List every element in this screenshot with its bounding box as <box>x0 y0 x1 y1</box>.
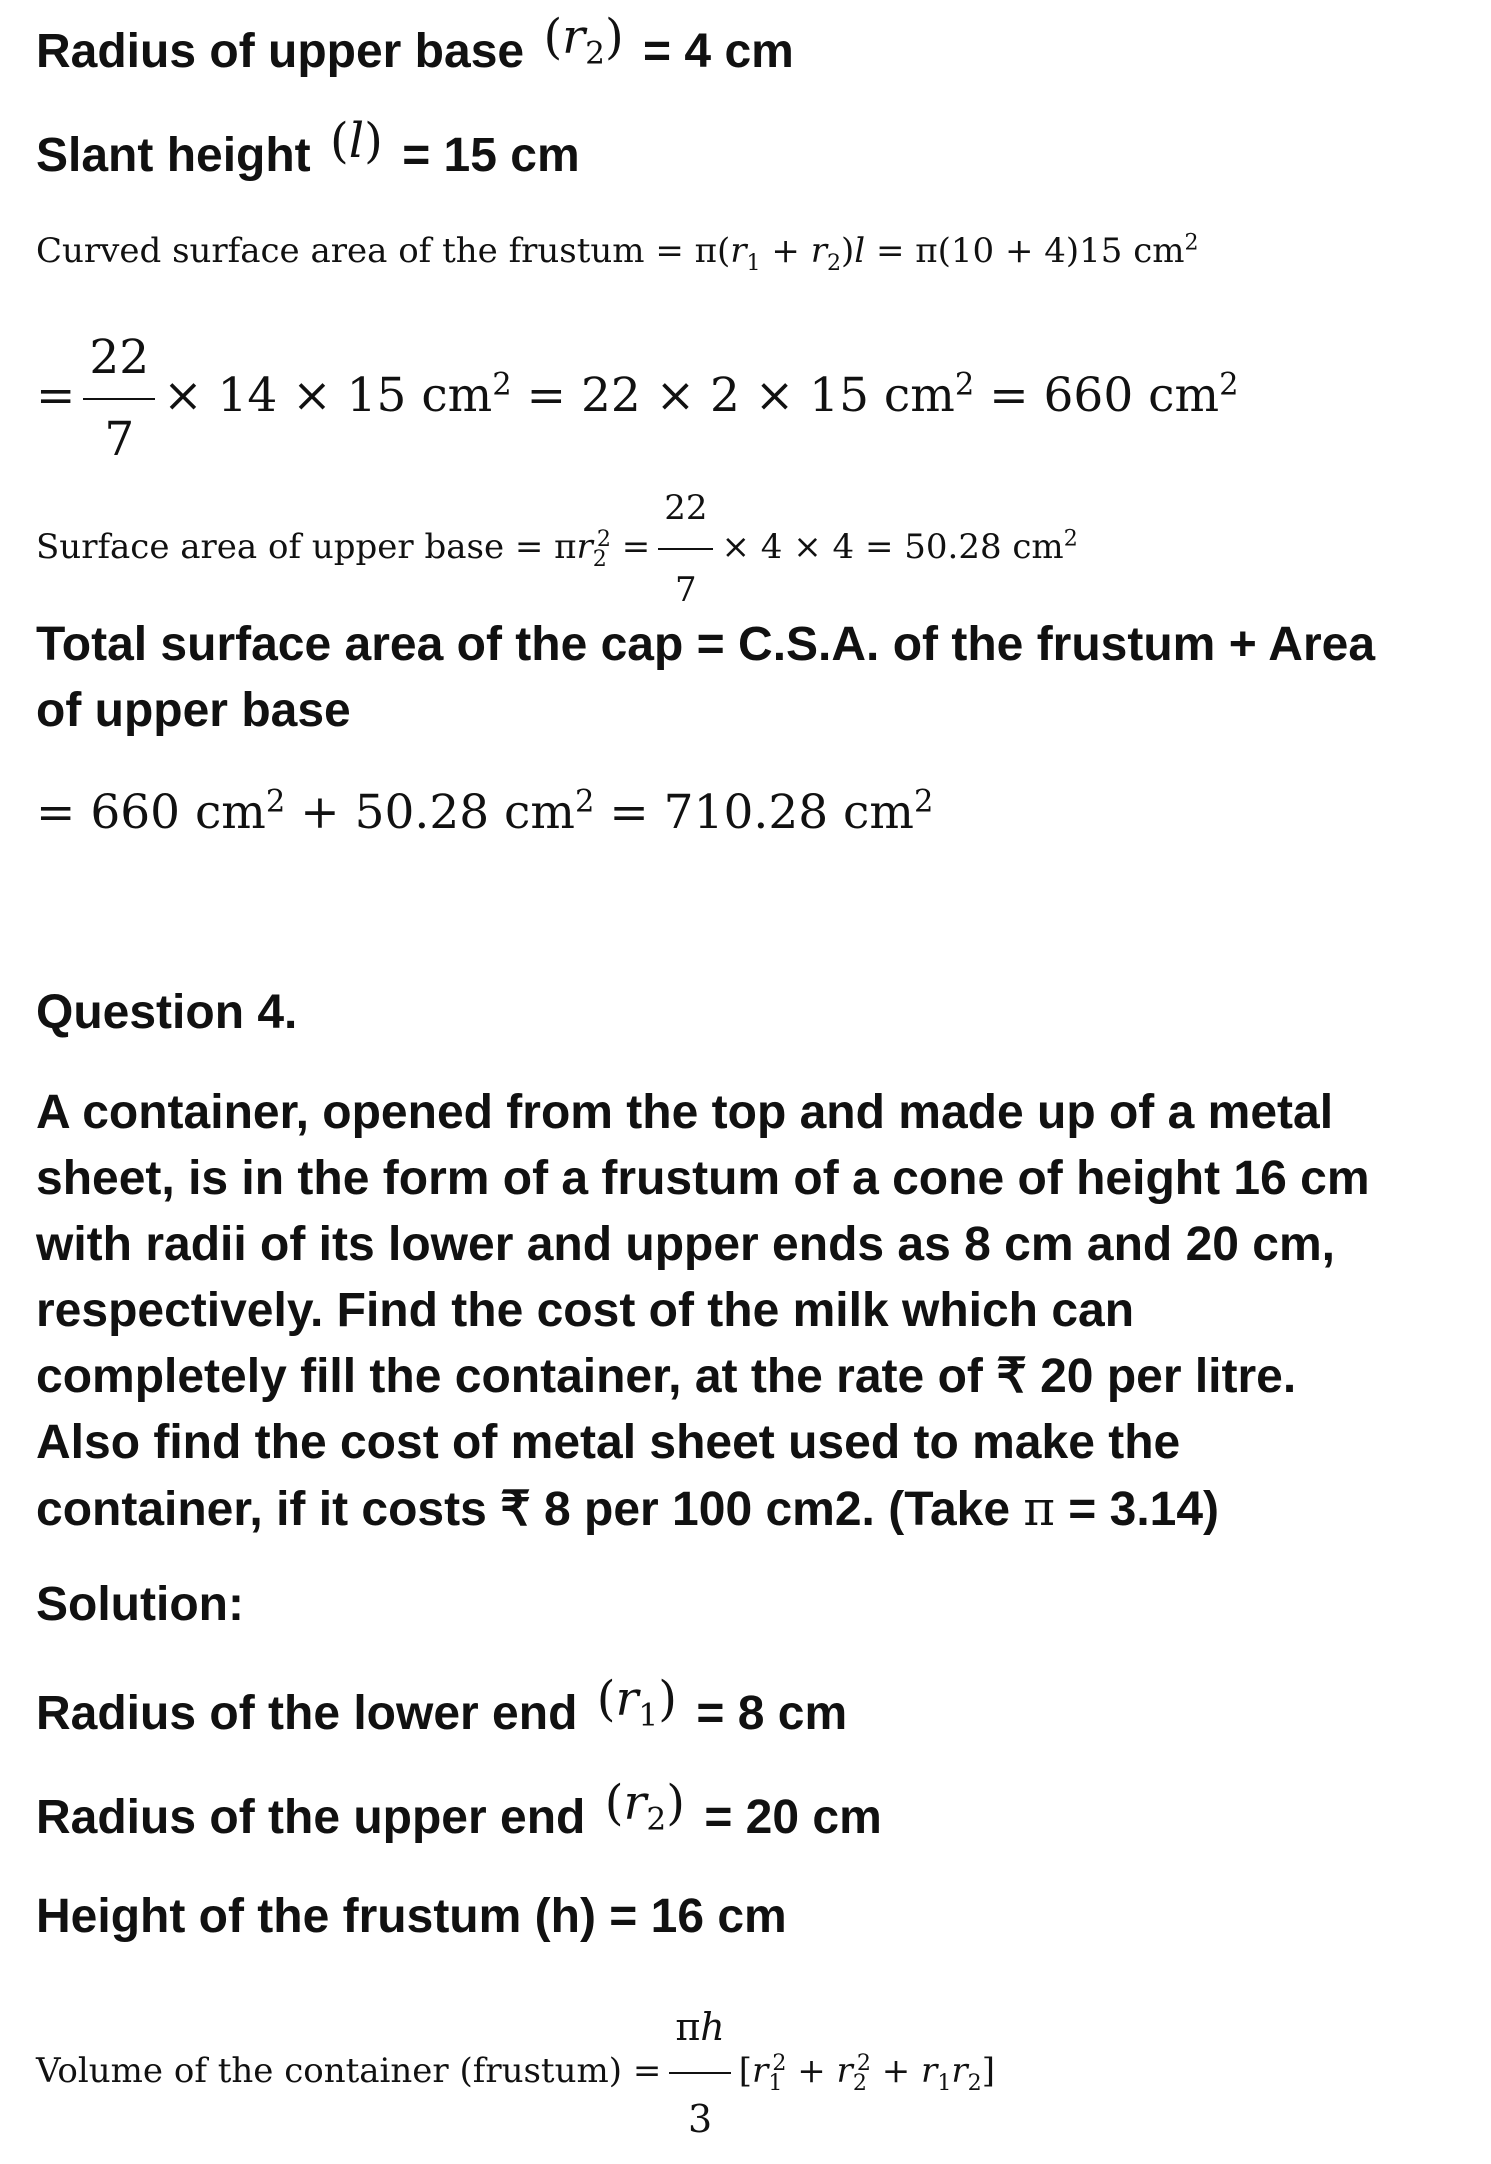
upper-base-radius-value: = 4 cm <box>643 25 794 78</box>
upper-base-area-line: Surface area of upper base = $\pi r_2^2$ = $\frac{22}{7}$ × 4 × 4 = 50.28 $cm^2$ <box>36 468 1078 630</box>
fraction-22-7-small: $\frac{22}{7}$ <box>658 468 713 630</box>
csa-calc-mid: = 22 × 2 × 15 cm <box>526 368 955 423</box>
upper-end-radius-line <box>36 1775 882 1851</box>
csa-calculation-line: = $\frac{22}{7}$ × 14 × 15 $cm^2 = 22 \times 2 \times 15$ $cm^2 = 660$ $cm^2$ <box>36 318 1239 480</box>
r2-symbol: $(r_2)$ <box>543 9 624 72</box>
question-line-5: completely fill the container, at the rate of ₹ 20 per litre. <box>36 1350 1297 1403</box>
question-line-2: sheet, is in the form of a frustum of a cone of height 16 cm <box>36 1152 1370 1205</box>
upper-base-area-label: Surface area of upper base <box>36 527 505 567</box>
question-line-7-text: container, if it costs ₹ 8 per 100 cm2. (Take <box>36 1483 1024 1536</box>
fraction-22-7: $\frac{22}{7}$ <box>83 318 155 480</box>
csa-label: Curved surface area of the frustum <box>36 231 645 271</box>
lower-end-radius-line <box>36 1671 848 1747</box>
solution-heading: Solution: <box>36 1578 244 1631</box>
question-pi-value: = 3.14) <box>1054 1483 1220 1536</box>
lower-end-radius-label: Radius of the lower end <box>36 1687 578 1740</box>
question-line-1: A container, opened from the top and made up of a metal <box>36 1086 1334 1139</box>
total-calculation-line: = 660 $cm^2 + 50.28$ $cm^2 = 710.28$ $cm^2$ <box>36 784 934 840</box>
upper-base-radius-line <box>36 9 794 85</box>
slant-height-value: = 15 cm <box>402 129 580 182</box>
volume-formula-line: Volume of the container (frustum) = $\frac{\pi h}{3}$ $[r_1^2 + r_2^2 + r_1r_2]$ <box>36 1982 995 2164</box>
slant-height-line <box>36 113 580 189</box>
csa-calc-result: = 660 cm <box>989 368 1220 423</box>
r2-symbol-solution: $(r_2)$ <box>604 1775 685 1838</box>
upper-base-area-tail: × 4 × 4 = 50.28 cm <box>721 527 1064 567</box>
total-calc-c: = 710.28 cm <box>609 785 914 840</box>
question-heading: Question 4. <box>36 986 298 1039</box>
total-surface-area-line-1: Total surface area of the cap = C.S.A. of the frustum + Area <box>36 618 1376 671</box>
question-line-7 <box>36 1476 1456 1543</box>
lower-end-radius-value: = 8 cm <box>696 1687 848 1740</box>
pi-symbol: π <box>1023 1481 1055 1537</box>
fraction-pi-h-3: $\frac{\pi h}{3}$ <box>669 1982 730 2164</box>
upper-base-radius-label: Radius of upper base <box>36 25 525 78</box>
frustum-height-line: Height of the frustum (h) = 16 cm <box>36 1890 787 1943</box>
question-text <box>36 1080 1456 1543</box>
total-calc-a: = 660 cm <box>36 785 266 840</box>
total-surface-area-line-2: of upper base <box>36 684 351 737</box>
l-symbol: (l) <box>330 113 383 169</box>
question-line-3: with radii of its lower and upper ends as 8 cm and 20 cm, <box>36 1218 1335 1271</box>
csa-formula-line: Curved surface area of the frustum = $\pi(r_1 + r_2)l = \pi(10 + 4)15$ $cm^2$ <box>36 229 1199 276</box>
slant-height-label: Slant height <box>36 129 311 182</box>
total-surface-area-text <box>36 612 1456 744</box>
question-line-6: Also find the cost of metal sheet used to make the <box>36 1416 1181 1469</box>
question-line-4: respectively. Find the cost of the milk which can <box>36 1284 1135 1337</box>
total-calc-b: + 50.28 cm <box>300 785 575 840</box>
upper-end-radius-label: Radius of the upper end <box>36 1791 586 1844</box>
csa-calc-values: × 14 × 15 cm <box>163 368 493 423</box>
upper-end-radius-value: = 20 cm <box>704 1791 882 1844</box>
r1-symbol: $(r_1)$ <box>596 1671 677 1734</box>
volume-label: Volume of the container (frustum) <box>36 2051 623 2091</box>
